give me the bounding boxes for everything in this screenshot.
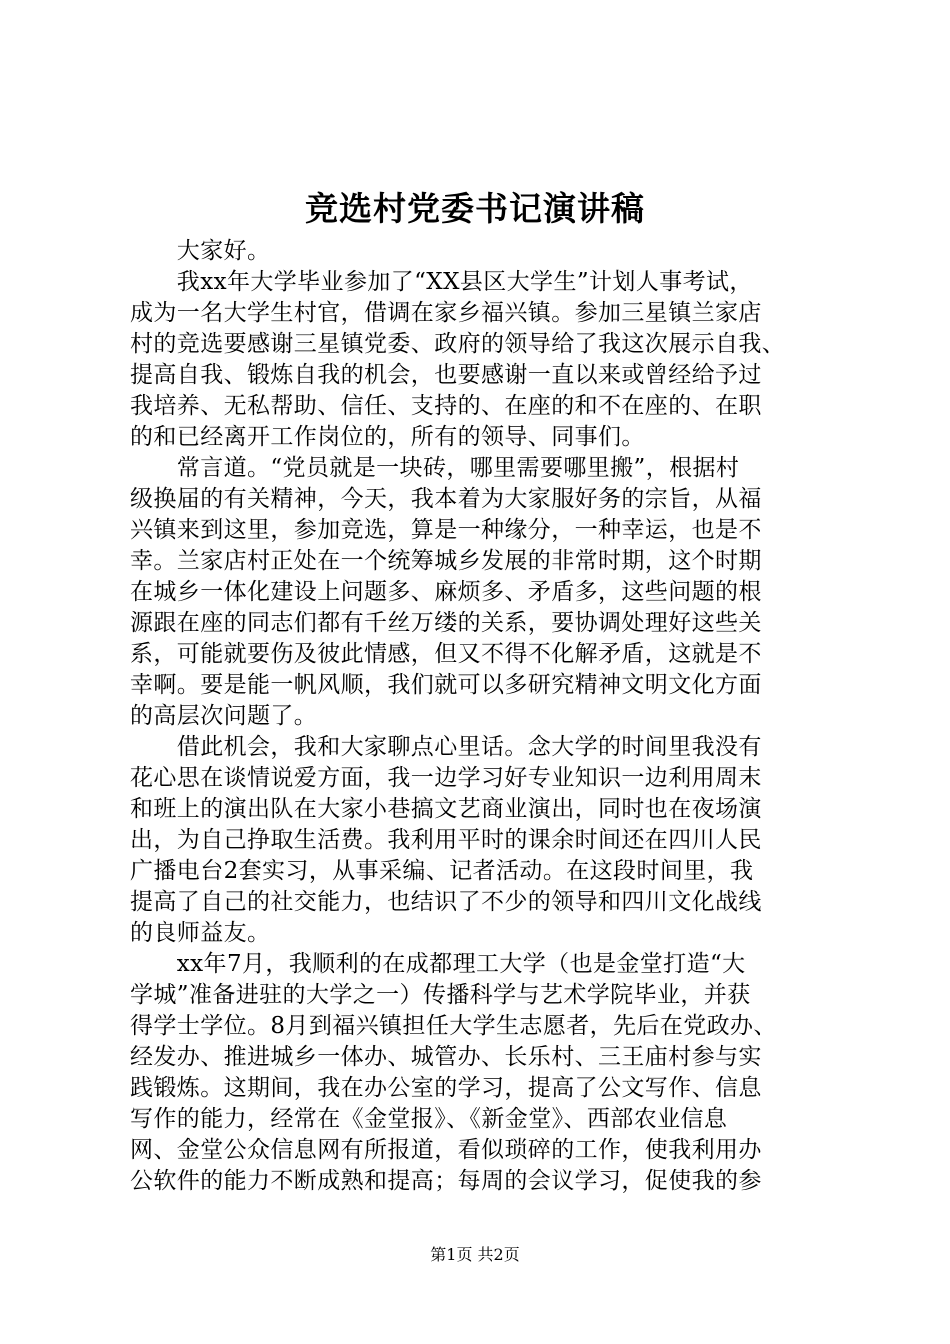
document-title: 竞选村党委书记演讲稿 — [305, 189, 645, 228]
page-footer: 第1页 共2页 — [430, 1245, 520, 1264]
body-line: 的良师益友。 — [130, 920, 271, 946]
body-line: 兴镇来到这里，参加竞选，算是一种缘分，一种幸运，也是不 — [130, 517, 762, 543]
body-line: 提高自我、锻炼自我的机会，也要感谢一直以来或曾经给予过 — [130, 362, 762, 388]
body-line: 经发办、推进城乡一体办、城管办、长乐村、三王庙村参与实 — [130, 1044, 762, 1070]
body-line: 学城”准备进驻的大学之一）传播科学与艺术学院毕业，并获 — [130, 982, 751, 1008]
body-line: 源跟在座的同志们都有千丝万缕的关系，要协调处理好这些关 — [130, 610, 762, 636]
body-line: 网、金堂公众信息网有所报道，看似琐碎的工作，使我利用办 — [130, 1137, 762, 1163]
body-line: 践锻炼。这期间，我在办公室的学习，提高了公文写作、信息 — [130, 1075, 762, 1101]
body-line: 的高层次问题了。 — [130, 703, 318, 729]
body-line: 大家好。 — [130, 238, 271, 264]
body-line: 村的竞选要感谢三星镇党委、政府的领导给了我这次展示自我、 — [130, 331, 786, 357]
body-line: 我xx年大学毕业参加了“XX县区大学生”计划人事考试， — [130, 269, 753, 295]
body-line: 的和已经离开工作岗位的，所有的领导、同事们。 — [130, 424, 645, 450]
body-line: 提高了自己的社交能力，也结识了不少的领导和四川文化战线 — [130, 889, 762, 915]
body-line: 广播电台2套实习，从事采编、记者活动。在这段时间里，我 — [130, 858, 754, 884]
body-line: 借此机会，我和大家聊点心里话。念大学的时间里我没有 — [130, 734, 762, 760]
body-line: 系，可能就要伤及彼此情感，但又不得不化解矛盾，这就是不 — [130, 641, 762, 667]
document-body — [130, 236, 830, 1197]
body-line: 常言道。“党员就是一块砖，哪里需要哪里搬”，根据村 — [130, 455, 740, 481]
body-line: 花心思在谈情说爱方面，我一边学习好专业知识一边利用周末 — [130, 765, 762, 791]
body-line: 写作的能力，经常在《金堂报》、《新金堂》、西部农业信息 — [130, 1106, 728, 1132]
body-line: 幸。兰家店村正处在一个统筹城乡发展的非常时期，这个时期 — [130, 548, 762, 574]
body-line: 出，为自己挣取生活费。我利用平时的课余时间还在四川人民 — [130, 827, 762, 853]
body-line: 成为一名大学生村官，借调在家乡福兴镇。参加三星镇兰家店 — [130, 300, 762, 326]
body-line: 公软件的能力不断成熟和提高；每周的会议学习，促使我的参 — [130, 1168, 762, 1194]
body-line: 我培养、无私帮助、信任、支持的、在座的和不在座的、在职 — [130, 393, 762, 419]
body-line: 得学士学位。8月到福兴镇担任大学生志愿者，先后在党政办、 — [130, 1013, 777, 1039]
body-line: xx年7月，我顺利的在成都理工大学（也是金堂打造“大 — [130, 951, 746, 977]
body-line: 在城乡一体化建设上问题多、麻烦多、矛盾多，这些问题的根 — [130, 579, 762, 605]
body-line: 幸啊。要是能一帆风顺，我们就可以多研究精神文明文化方面 — [130, 672, 762, 698]
body-line: 和班上的演出队在大家小巷搞文艺商业演出，同时也在夜场演 — [130, 796, 762, 822]
body-line: 级换届的有关精神，今天，我本着为大家服好务的宗旨，从福 — [130, 486, 762, 512]
